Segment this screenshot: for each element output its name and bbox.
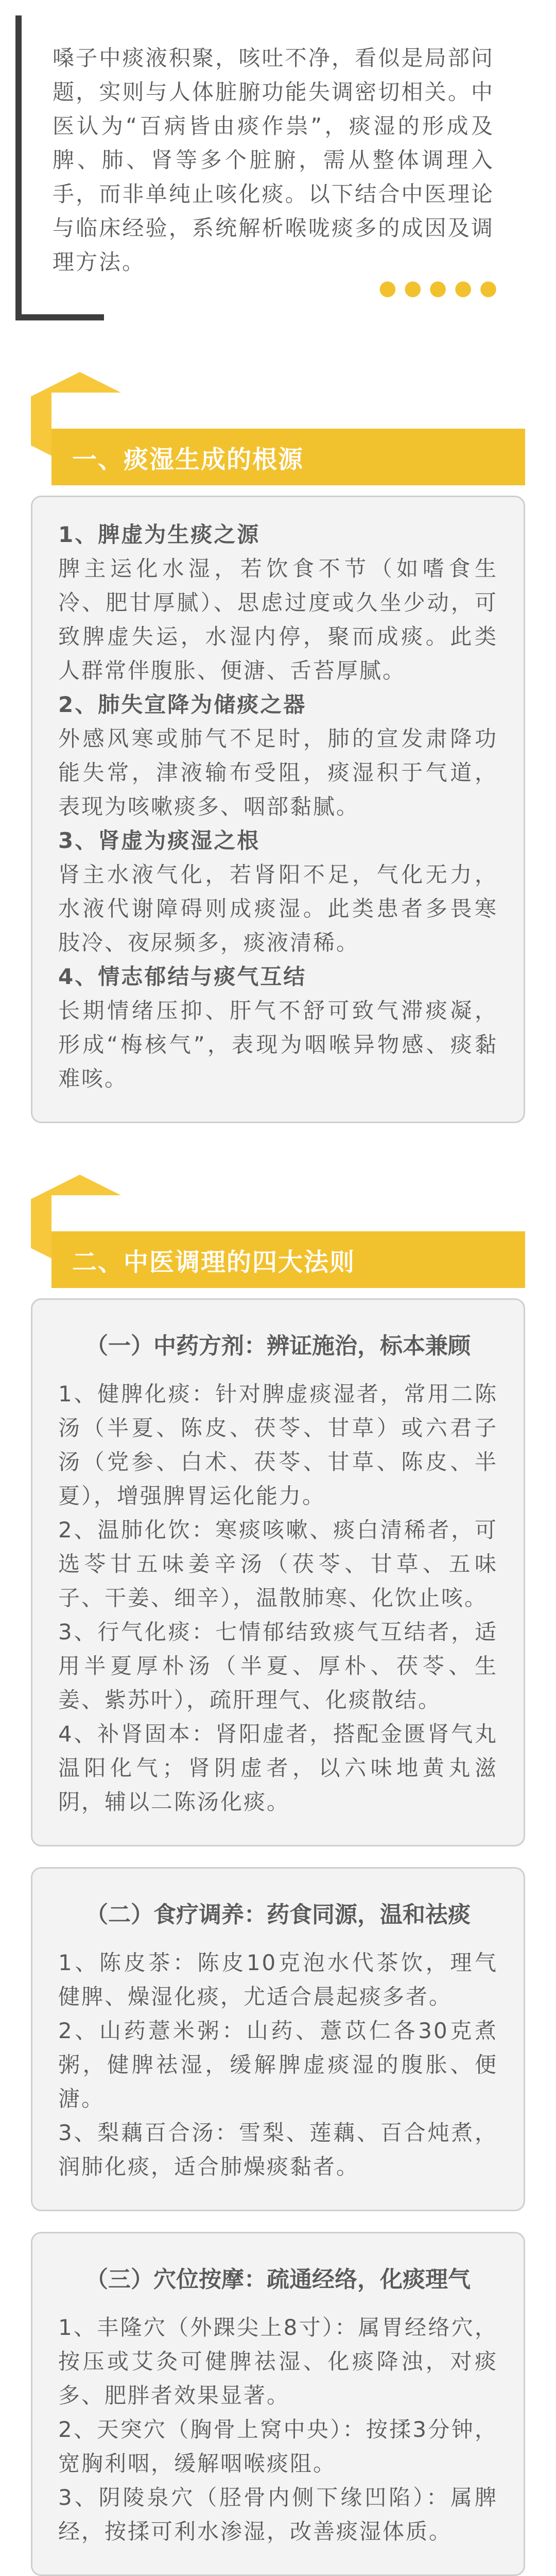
list-item: 3、行气化痰：七情郁结致痰气互结者，适用半夏厚朴汤（半夏、厚朴、茯苓、生姜、紫苏叶），疏肝理气、化痰散结。 — [58, 1619, 498, 1713]
intro-section — [0, 15, 556, 320]
article — [0, 15, 556, 2576]
list-item: 4、补肾固本：肾阳虚者，搭配金匮肾气丸温阳化气；肾阴虚者，以六味地黄丸滋阴，辅以二陈汤化痰。 — [58, 1721, 498, 1815]
list-item: 1、健脾化痰：针对脾虚痰湿者，常用二陈汤（半夏、陈皮、茯苓、甘草）或六君子汤（党参、白术、茯苓、甘草、陈皮、半夏），增强脾胃运化能力。 — [58, 1381, 498, 1509]
diet-card — [31, 1867, 525, 2211]
section-title-bar — [51, 1231, 525, 1288]
acupoint-card — [31, 2232, 525, 2576]
list-item: 2、温肺化饮：寒痰咳嗽、痰白清稀者，可选苓甘五味姜辛汤（茯苓、甘草、五味子、干姜、细辛），温散肺寒、化饮止咳。 — [58, 1517, 498, 1611]
section-header-2 — [31, 1175, 525, 1278]
intro-box — [15, 15, 515, 320]
herbal-card — [31, 1298, 525, 1846]
item-head: 4、情志郁结与痰气互结 — [58, 964, 307, 989]
item-body: 肾主水液气化，若肾阳不足，气化无力，水液代谢障碍则成痰湿。此类患者多畏寒肢冷、夜尿频多，痰液清稀。 — [58, 862, 498, 955]
item-head: 3、肾虚为痰湿之根 — [58, 828, 260, 853]
header-mask — [51, 393, 144, 429]
root-card — [31, 496, 525, 1123]
dots-decoration: ●●●●● — [378, 276, 505, 300]
card-title: （二）食疗调养：药食同源，温和祛痰 — [85, 1902, 471, 1928]
section-title: 二、中医调理的四大法则 — [72, 1247, 356, 1277]
list-item: 3、阴陵泉穴（胫骨内侧下缘凹陷）：属脾经，按揉可利水渗湿，改善痰湿体质。 — [58, 2485, 498, 2544]
item-head: 1、脾虚为生痰之源 — [58, 522, 260, 547]
corner-decoration — [22, 314, 104, 320]
item-body: 外感风寒或肺气不足时，肺的宣发肃降功能失常，津液输布受阻，痰湿积于气道，表现为咳嗽痰多、咽部黏腻。 — [58, 726, 498, 819]
list-item: 3、梨藕百合汤：雪梨、莲藕、百合炖煮，润肺化痰，适合肺燥痰黏者。 — [58, 2120, 498, 2179]
card-title: （一）中药方剂：辨证施治，标本兼顾 — [85, 1333, 471, 1359]
list-item: 2、山药薏米粥：山药、薏苡仁各30克煮粥，健脾祛湿，缓解脾虚痰湿的腹胀、便溏。 — [58, 2018, 498, 2111]
intro-text: 嗓子中痰液积聚，咳吐不净，看似是局部问题，实则与人体脏腑功能失调密切相关。中医认为“百病皆由痰作祟”，痰湿的形成及脾、肺、肾等多个脏腑，需从整体调理入手，而非单纯止咳化痰。以下结合中医理论与临床经验，系统解析喉咙痰多的成因及调理方法。 — [53, 45, 494, 275]
header-mask — [51, 1195, 144, 1231]
list-item: 2、天突穴（胸骨上窝中央）：按揉3分钟，宽胸利咽，缓解咽喉痰阻。 — [58, 2417, 498, 2476]
list-item: 1、陈皮茶：陈皮10克泡水代茶饮，理气健脾、燥湿化痰，尤适合晨起痰多者。 — [58, 1950, 498, 2009]
section-header-1 — [31, 372, 525, 475]
item-body: 脾主运化水湿，若饮食不节（如嗜食生冷、肥甘厚腻）、思虑过度或久坐少动，可致脾虚失运，水湿内停，聚而成痰。此类人群常伴腹胀、便溏、舌苔厚腻。 — [58, 556, 498, 683]
section-title: 一、痰湿生成的根源 — [72, 445, 304, 474]
item-body: 长期情绪压抑、肝气不舒可致气滞痰凝，形成“梅核气”，表现为咽喉异物感、痰黏难咳。 — [58, 998, 498, 1091]
list-item: 1、丰隆穴（外踝尖上8寸）：属胃经络穴，按压或艾灸可健脾祛湿、化痰降浊，对痰多、肥胖者效果显著。 — [58, 2315, 498, 2408]
section-title-bar — [51, 429, 525, 485]
item-head: 2、肺失宣降为储痰之器 — [58, 692, 307, 717]
card-title: （三）穴位按摩：疏通经络，化痰理气 — [85, 2266, 471, 2293]
